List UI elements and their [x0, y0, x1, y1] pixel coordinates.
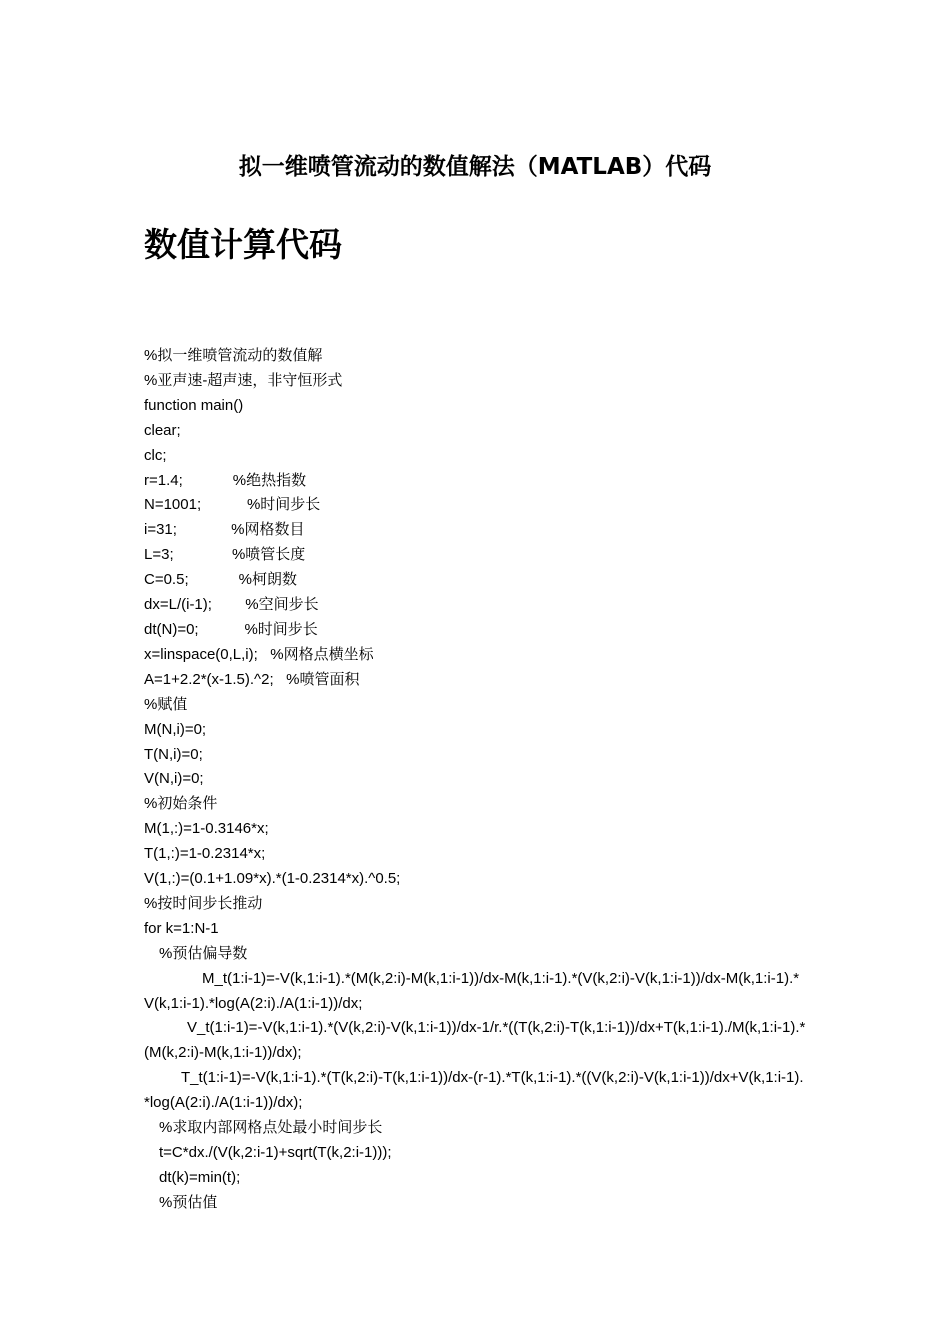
code-line-min-step-comment: %求取内部网格点处最小时间步长 — [159, 1119, 383, 1137]
code-line-m-t: M_t(1:i-1)=-V(k,1:i-1).*(M(k,2:i)-M(k,1:i-1))/dx-M(k,1:i-1).*(V(k,2:i)-V(k,1:i-1))/dx-M(k,1:i-1).*V(k,1:i-1).*log(A(2:i)./A(1:i-1))/dx; — [144, 969, 800, 1012]
code-line: C=0.5; %柯朗数 — [144, 571, 297, 589]
document-title: 拟一维喷管流动的数值解法（MATLAB）代码 — [238, 154, 712, 180]
code-line: dt(N)=0; %时间步长 — [144, 620, 318, 638]
code-line: M(N,i)=0; — [144, 720, 207, 738]
code-line: %按时间步长推动 — [144, 894, 263, 912]
code-line: L=3; %喷管长度 — [144, 546, 306, 564]
code-line: A=1+2.2*(x-1.5).^2; %喷管面积 — [144, 670, 360, 688]
code-line: %初始条件 — [144, 795, 218, 813]
code-line: V(N,i)=0; — [144, 770, 204, 788]
code-line: clc; — [144, 446, 167, 464]
code-line: clear; — [144, 421, 181, 439]
code-line: i=31; %网格数目 — [144, 521, 305, 539]
code-line: N=1001; %时间步长 — [144, 496, 321, 514]
code-line: V(1,:)=(0.1+1.09*x).*(1-0.2314*x).^0.5; — [144, 870, 401, 888]
code-line-v-t: V_t(1:i-1)=-V(k,1:i-1).*(V(k,2:i)-V(k,1:i-1))/dx-1/r.*((T(k,2:i)-T(k,1:i-1))/dx+T(k,1:i-1)./M(k,1:i-1).*(M(k,2:i)-M(k,1:i-1))/dx); — [144, 1019, 806, 1062]
code-line: T(N,i)=0; — [144, 745, 203, 763]
code-line-t-t: T_t(1:i-1)=-V(k,1:i-1).*(T(k,2:i)-T(k,1:i-1))/dx-(r-1).*T(k,1:i-1).*((V(k,2:i)-V(k,1:i-1))/dx+V(k,1:i-1).*log(A(2:i)./A(1:i-1))/dx); — [144, 1069, 804, 1112]
code-line: for k=1:N-1 — [144, 919, 219, 937]
code-line: %亚声速-超声速，非守恒形式 — [144, 371, 343, 389]
code-line: T(1,:)=1-0.2314*x; — [144, 845, 266, 863]
code-line-derivative-comment: %预估偏导数 — [159, 944, 248, 962]
code-line: %赋值 — [144, 695, 188, 713]
code-line-t-calc: t=C*dx./(V(k,2:i-1)+sqrt(T(k,2:i-1))); — [159, 1144, 392, 1161]
code-line: dx=L/(i-1); %空间步长 — [144, 596, 319, 614]
code-line: r=1.4; %绝热指数 — [144, 471, 307, 489]
code-line-predict-comment: %预估值 — [159, 1193, 218, 1211]
code-listing — [144, 344, 808, 1216]
code-line-dt-calc: dt(k)=min(t); — [159, 1168, 241, 1186]
code-line: x=linspace(0,L,i); %网格点横坐标 — [144, 645, 374, 663]
code-line: %拟一维喷管流动的数值解 — [144, 347, 323, 364]
section-heading: 数值计算代码 — [144, 225, 342, 264]
code-line: M(1,:)=1-0.3146*x; — [144, 820, 269, 838]
code-line: function main() — [144, 396, 244, 414]
